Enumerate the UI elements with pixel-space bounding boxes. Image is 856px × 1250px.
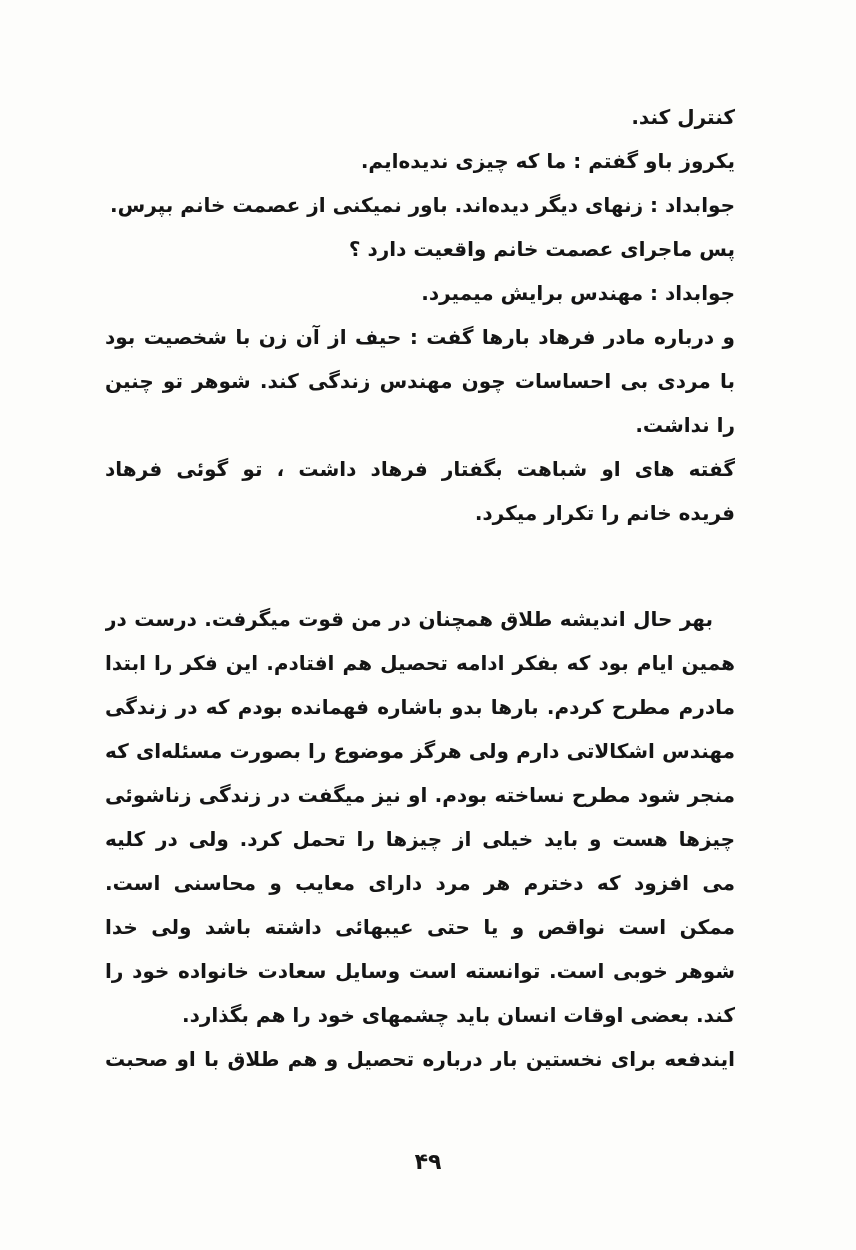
page-number: ۴۹	[414, 1150, 442, 1175]
text-line: مهندس اشکالاتی دارم ولی هرگز موضوع را بصورت مسئله‌ای که	[105, 739, 735, 763]
text-line: کند. بعضی اوقات انسان باید چشمهای خود را هم بگذارد.	[182, 1003, 735, 1027]
text-line: و درباره مادر فرهاد بارها گفت : حیف از آن زن با شخصیت بود	[105, 325, 735, 349]
text-line: مادرم مطرح کردم. بارها بدو باشاره فهمانده بودم که در زندگی	[105, 695, 735, 719]
text-line: جوابداد : زنهای دیگر دیده‌اند. باور نمیکنی از عصمت خانم بپرس.	[110, 193, 735, 217]
text-line: شوهر خوبی است. توانسته است وسایل سعادت خانواده خود را	[105, 959, 735, 983]
text-line: ایندفعه برای نخستین بار درباره تحصیل و هم طلاق با او صحبت	[105, 1047, 735, 1071]
text-line: یکروز باو گفتم : ما که چیزی ندیده‌ایم.	[360, 149, 735, 173]
text-line: گفته های او شباهت بگفتار فرهاد داشت ، تو گوئی فرهاد	[105, 457, 735, 481]
text-line: ممکن است نواقص و یا حتی عیبهائی داشته باشد ولی خدا	[105, 915, 735, 939]
text-line: کنترل کند.	[631, 105, 735, 129]
text-line: پس ماجرای عصمت خانم واقعیت دارد ؟	[348, 237, 735, 261]
text-line: فریده خانم را تکرار میکرد.	[474, 501, 735, 525]
text-line: همین ایام بود که بفکر ادامه تحصیل هم افتادم. این فکر را ابتدا	[105, 651, 735, 675]
text-section-2	[105, 597, 735, 1081]
text-line: چیزها هست و باید خیلی از چیزها را تحمل کرد. ولی در کلیه	[105, 827, 735, 851]
text-section-1	[105, 95, 735, 535]
text-line: بهر حال اندیشه طلاق همچنان در من قوت میگرفت. درست در	[105, 607, 713, 631]
text-line: می افزود که دخترم هر مرد دارای معایب و محاسنی است.	[105, 871, 735, 895]
text-line: جوابداد : مهندس برایش میمیرد.	[421, 281, 735, 305]
text-line: را نداشت.	[635, 413, 735, 437]
text-line: با مردی بی احساسات چون مهندس زندگی کند. شوهر تو چنین	[105, 369, 735, 393]
text-line: منجر شود مطرح نساخته بودم. او نیز میگفت در زندگی زناشوئی	[105, 783, 735, 807]
